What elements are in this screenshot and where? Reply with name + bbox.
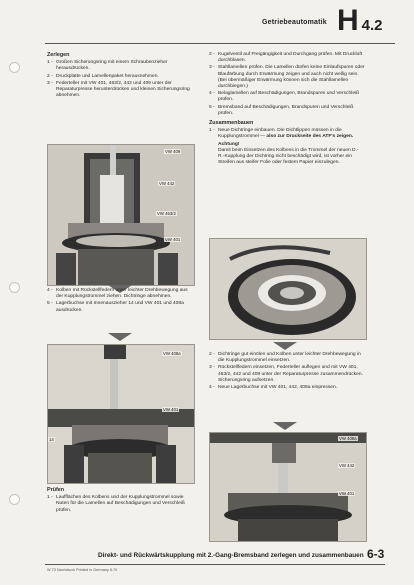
left-text-bottom [47, 487, 197, 515]
figure-label: VW 463/2 [157, 211, 176, 216]
attention-text: Damit beim Einsetzen des Kolbens in die Trommel der neuen D.-R.-Kupplung der Dichtring nicht beschädigt wird, ist vorher ein Streifen aus steifer Folie oder festem Papier einzulegen. [218, 147, 359, 166]
list-item: 1 - Laufflächen des Kolbens und der Kupplungstrommel sowie Nuten für die Lamellen auf Beschädigungen und Verschleiß prüfen. [47, 495, 185, 513]
figure-label: VW 401 [339, 491, 355, 496]
figure-label: VW 442 [339, 463, 355, 468]
binder-hole [9, 62, 20, 73]
figure-bushing-removal [47, 344, 195, 484]
figure-label: VW 401 [165, 237, 181, 242]
list-item: 5 - Lagerbuchse mit Innenauszieher 14 und VW 401 und 408a ausdrücken. [47, 301, 184, 313]
list-item: 5 - Bremsband auf Beschädigungen, Brandspuren und Verschleiß prüfen. [209, 104, 354, 116]
list-item: 4 - Kolben mit Rückstellfedern unter leichter Drehbewegung aus der Kupplungstrommel ziehen. Dichtringe abnehmen. [47, 288, 188, 300]
figure-label: VW 408a [163, 351, 181, 356]
figure-label: VW 409 [165, 149, 181, 154]
attention-title: Achtung! [218, 141, 240, 147]
section-code-number: 4.2 [361, 17, 383, 34]
print-note: W 73 Nachdruck Printed in Germany 8.70 [47, 568, 118, 572]
section-heading-zerlegen: Zerlegen [47, 52, 70, 58]
binder-hole [9, 494, 20, 505]
list-item: 2 - Kugelventil auf Freigängigkeit und Durchgang prüfen. Mit Druckluft durchblasen. [209, 52, 363, 64]
footer-title: Direkt- und Rückwärtskupplung mit 2.-Gang-Bremsband zerlegen und zusammenbauen [98, 552, 364, 559]
section-code-letter: H [337, 4, 359, 37]
step-arrow [273, 422, 297, 430]
list-item: 1 - Großen Sicherungsring mit einem Schraubenzieher herausdrücken. [47, 60, 168, 72]
left-text-top [47, 52, 199, 100]
list-item: 3 - Federteller mit VW 401, 463/2, 442 und 409 unter der Reparaturpresse herunterdrücken und kleinen Sicherungsring abnehmen. [47, 80, 190, 99]
footer-rule [45, 564, 385, 565]
attention-note [209, 142, 365, 167]
page-number: 6-3 [367, 547, 385, 561]
list-item: 2 - Dichtringe gut einölen und Kolben unter leichter Drehbewegung in die Kupplungstrommel einsetzen. [209, 352, 361, 364]
figure-bushing-install [209, 432, 367, 542]
list-item: 2 - Druckplatte und Lamellenpaket herausnehmen. [47, 73, 159, 79]
section-heading-zusammenbauen: Zusammenbauen [209, 120, 254, 127]
list-item: 3 - Stahllamellen prüfen. Die Lamellen dürfen keine Einlaufspuren oder Blaufärbung durch Erwärmung zeigen und auch nicht wellig sein. (Bei übermäßiger Erwärmung können sich die Stahllamellen durchbiegen.) [209, 65, 365, 90]
left-text-mid [47, 288, 195, 315]
header-title: Getriebeautomatik [262, 19, 327, 26]
figure-label: VW 408a [339, 436, 357, 441]
header-rule [45, 43, 395, 44]
right-text-top [209, 52, 365, 166]
section-code [337, 4, 383, 38]
step-arrow [273, 342, 297, 350]
list-item: 4 - Belaglamellen auf Beschädigungen, Brandspuren und Verschleiß prüfen. [209, 91, 360, 103]
figure-label: VW 442 [159, 181, 175, 186]
list-item: 3 - Rückstellfedern einsetzen, Federteller auflegen und mit VW 401, 463/2, 442 und 409 unter der Reparaturpresse zusammendrücken. Sicherungsring aufsetzen. [209, 365, 363, 383]
figure-label: VW 401 [163, 407, 179, 412]
figure-press-disassembly [47, 144, 195, 286]
list-item: 4 - Neue Lagerbuchse mit VW 401, 442, 408a einpressen. [209, 385, 338, 391]
binder-hole [9, 282, 20, 293]
step-arrow [108, 333, 132, 341]
figure-piston-install [209, 238, 367, 340]
section-heading-pruefen: Prüfen [47, 487, 65, 493]
list-item: 1 - Neue Dichtringe einbauen. Die Dichtlippen müssen in die Kupplungstrommel — also zur Druckseite des ATF's zeigen. [209, 128, 354, 140]
figure-label: 14 [49, 437, 54, 442]
right-text-mid [209, 352, 363, 392]
